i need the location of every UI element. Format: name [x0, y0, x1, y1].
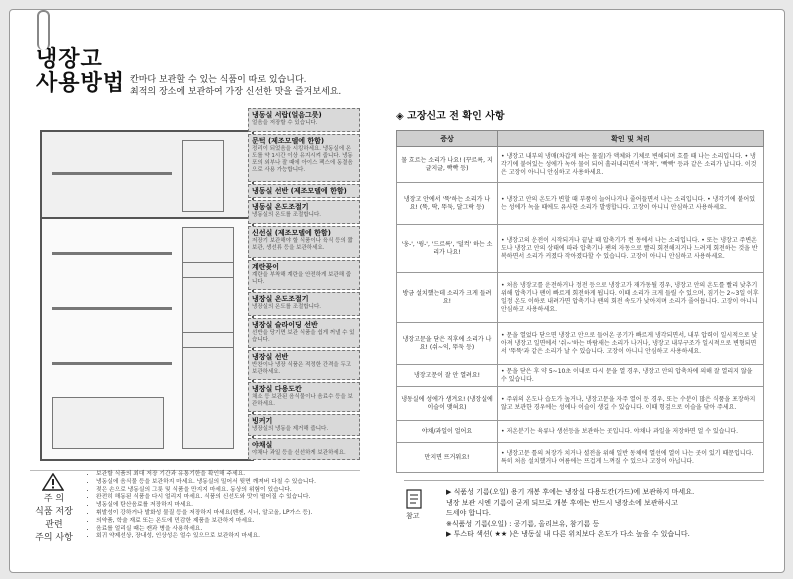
section-title: ◈ 고장신고 전 확인 사항	[396, 111, 505, 122]
note-lines	[446, 487, 756, 540]
table-row	[397, 387, 764, 421]
action-cell: • 냉장고문 틀의 처장가 치거나 셜전을 위해 일반 동체에 열선에 열이 나는 곳이 있기 때문입니다. 특히 처음 설치했거나 여름에는 뜨겁게 느껴질 수 있으나 고장이 아닙니다.	[498, 443, 764, 473]
action-cell: • 처음 냉장고를 운전하거나 정전 등으로 냉장고가 재가동될 경우, 냉장고 안의 온도를 빨리 낮추기 위해 압축기나 팬이 빠르게 회전하게 됩니다. 이때 소리가 크게 들릴 수 있으며, 짐기는 2~3일 이후 일정 온도 이하로 내려가면 압축기나 팬의 회전 속도가 낮아지며 소리가 줄어듭니다. 고장이 아니니 안심하고 사용하세요.	[498, 273, 764, 323]
action-cell: • 냉장고 내부의 냉매(차갑게 하는 물질)가 액체와 기체로 변해되며 흐를 때 나는 소리입니다. • 냉각기에 붙어있는 성에가 녹아 물이 되어 흘러내리면서 '착착', '빡빡' 등과 같은 소리가 납니다. 이것은 고장이 아니니 안심하고 사용하세요.	[498, 147, 764, 183]
fridge-illustration	[40, 130, 254, 461]
list-item: • 냉동실에 음식물 등을 보관하지 마세요. 냉동실의 밀어서 뒷면 깨져버 다칠 수 있습니다.	[96, 479, 368, 487]
list-item: • 회귀 약제선상, 장내성, 인상성은 얼수 있으므로 보관하지 마세요.	[96, 533, 368, 541]
column-header-symptom: 증상	[397, 131, 498, 147]
action-cell: • 문을 닫은 후 약 5~10초 이내로 다시 문을 열 경우, 냉장고 안의 압축차에 의해 잘 열리지 않을 수 있습니다.	[498, 365, 764, 387]
fridge-shelf-2	[52, 307, 172, 310]
callout-vegetable-drawer: 야채실 야채나 과일 등을 신선하게 보관하세요.	[248, 438, 360, 460]
callout-sliding-shelf: 냉장실 슬라이딩 선반 선반을 당기면 보관 식품을 쉽게 꺼낼 수 있습니다.	[248, 318, 360, 348]
table-row	[397, 147, 764, 183]
title-line-2: 사용방법	[36, 71, 126, 96]
callout-door-sill: 문턱 (제조모델에 한함) 정리이 되었음을 시킹하세요. 냉동실에 온도를 약 1시간 이상 유지시켜 줍니다. 냉동포의 외부나 잘 때에 아이스 팩스에 동결음으로 사용 가능합니다.	[248, 134, 360, 182]
symptom-cell: '웅-', '윙-', '드르륵', '덜컥' 하는 소리가 나요!	[397, 225, 498, 273]
clip-icon	[37, 10, 50, 50]
warning-icon	[42, 473, 64, 491]
callout-freezer-temp: 냉동실 온도조절기 냉동실의 온도를 조절합니다.	[248, 200, 360, 224]
symptom-cell: 냉장고 안에서 '뚝'하는 소리가 나요! (뚝, 딱, 뚜둑, 달그락 등)	[397, 183, 498, 225]
note-line: 냉장 보관 시엔 기름이 굳게 되므로 개봉 후에는 반드시 냉장소에 보관하시고	[446, 498, 678, 507]
note-line: ※식품성 기름(오일) : 공기름, 올리브유, 참기름 등	[446, 519, 600, 528]
list-item: • 냉동실에 탄산음료를 저장하지 마세요.	[96, 502, 368, 510]
note-line: 드세야 합니다.	[446, 509, 492, 517]
list-item: • 젖은 손으로 냉동실의 그릇 및 식품을 만지지 마세요. 동상의 위험이 있습니다.	[96, 487, 368, 495]
callout-fridge-temp: 냉장실 온도조절기 냉장실의 온도를 조절합니다.	[248, 292, 360, 316]
table-row	[397, 183, 764, 225]
list-item: • 보관할 식품의 최대 저장 기간과 유통기한을 확인해 주세요.	[96, 471, 368, 479]
symptom-cell: 냉장고문이 잘 안 열려요!	[397, 365, 498, 387]
table-header-row	[397, 131, 764, 147]
fridge-shelf-1	[52, 252, 172, 255]
caution-list	[88, 471, 368, 541]
callout-ice-tray: 냉동실 서랍(얼음그릇) 얼음을 저장할 수 있습니다.	[248, 108, 360, 132]
caution-label: 주 의 식품 저장 관련 주의 사항	[35, 494, 73, 543]
callout-freezer-shelf: 냉동실 선반 (제조모델에 한함)	[248, 184, 360, 198]
action-cell: • 주위의 온도나 습도가 높거나, 냉장고문을 자주 열어 둔 경우, 또는 수분이 많은 식품을 포장하지 않고 보관한 경우에는 성에나 이슬이 생길 수 있습니다. 이때 헝겊으로 이슬을 닦아 주세요.	[498, 387, 764, 421]
note-label: 참고	[406, 512, 420, 520]
callout-fridge-shelf: 냉장실 선반 반찬이나 냉장 식품은 적정한 간격을 두고 보관하세요.	[248, 350, 360, 380]
table-row	[397, 273, 764, 323]
freezer-shelf	[52, 172, 172, 175]
door-bin	[182, 332, 234, 348]
symptom-cell: 야채/과일이 얼어요	[397, 421, 498, 443]
column-header-action: 확인 및 처리	[498, 131, 764, 147]
table-row	[397, 443, 764, 473]
note-line: ▶ 식품성 기름(오일) 용기 개봉 후에는 냉장실 다용도칸(가드)에 보관하지 마세요.	[446, 488, 695, 496]
list-item: • 음료를 얼리실 때는 캔과 병을 사용하세요.	[96, 526, 368, 534]
callout-door-bin: 냉장실 다용도칸 채소 등 보관된 음식물이나 음료수 등을 보관하세요.	[248, 382, 360, 412]
table-row	[397, 421, 764, 443]
note-icon	[406, 489, 422, 509]
vegetable-drawer	[52, 397, 164, 449]
title-line-1: 냉장고	[36, 47, 103, 72]
fridge-diagram	[40, 108, 362, 463]
symptom-cell: 냉장고문을 닫은 직후에 소리가 나요! (쉬~익, 뚜둑 등)	[397, 323, 498, 365]
list-item: • 의약품, 학술 재료 또는 온도에 민감한 제품을 보관하지 마세요.	[96, 518, 368, 526]
subtitle-line-1: 칸마다 보관할 수 있는 식품이 따로 있습니다.	[130, 75, 307, 85]
symptom-cell: 방금 설치했는데 소리가 크게 들려요!	[397, 273, 498, 323]
symptom-cell: 냉동실에 성에가 생겨요! (냉장실에 이슬이 맺혀요)	[397, 387, 498, 421]
table-row	[397, 365, 764, 387]
symptom-cell: 만지면 뜨거워요!	[397, 443, 498, 473]
freezer-door-panel	[182, 140, 224, 212]
list-item: • 완전히 해동된 식품을 다시 얼리지 마세요. 식품의 신선도와 맛이 떨어질 수 있습니다.	[96, 494, 368, 502]
subtitle	[130, 74, 341, 98]
action-cell: • 문을 열었다 닫으면 냉장고 안으로 들어온 공기가 빠르게 냉각되면서, 내부 압력이 일시적으로 낮아져 냉장고 일면에서 '쉬~'하는 바람새는 소리가 나거나, 냉장고 내부구조가 일시적으로 변형되면서 '뚜뚝'과 같은 소리가 날 수 있습니다. 고장이 아니니 안심하고 사용하세요.	[498, 323, 764, 365]
troubleshooting-table	[396, 130, 764, 473]
callout-egg-tray: 계란꽂이 계란을 부착해 계란을 안전하게 보관해 줍니다.	[248, 260, 360, 290]
action-cell: • 냉장고의 운전이 시작되거나 끝날 때 압축기가 켠 동에서 나는 소리입니다. • 또는 냉장고 주변온도나 냉장고 안의 상태에 따라 압축기나 팬의 자동으로 빨리 회전해지거나 느려게 회전하는 것을 반복하면서 소리가 커졌다 작아졌다할 수 있습니다. 고장이 아니니 안심하고 사용하세요.	[498, 225, 764, 273]
symptom-cell: 물 흐르는 소리가 나요! (꾸르륵, 지글지글, 빡빡 등)	[397, 147, 498, 183]
subtitle-line-2: 최적의 장소에 보관하여 가장 신선한 맛을 즐겨보세요.	[130, 87, 342, 97]
callout-defrost: 빙커기 냉장실의 냉동을 제거해 줍니다.	[248, 414, 360, 436]
caution-section	[30, 470, 360, 551]
note-section	[404, 480, 764, 538]
action-cell: • 저온분기는 육류나 생선등을 보관하는 곳입니다. 야채나 과일을 저장하면 얼 수 있습니다.	[498, 421, 764, 443]
note-line: ▶ 투스타 색션( ★★ )은 냉동실 내 다른 위치보다 온도가 다소 높을 수 있습니다.	[446, 530, 690, 538]
action-cell: • 냉장고 안의 온도가 변할 때 부품이 늘어나거나 줄어들면서 나는 소리입니다. • 냉각기에 붙어있는 성에가 녹을 때에도 유사한 소리가 발생합니다. 고장이 아니니 안심하고 사용하세요.	[498, 183, 764, 225]
fridge-shelf-3	[52, 362, 172, 365]
egg-tray	[182, 262, 234, 278]
page-title	[36, 48, 125, 96]
callout-fresh-room: 신선실 (제조모델에 한함) 저장기 보관해야 할 식품이나 육식 등의 짧 보관, 생선류 등을 보관하세요.	[248, 226, 360, 258]
table-row	[397, 323, 764, 365]
list-item: • 휘발성이 강하거나 발화성 물질 등을 저장하지 마세요(벤젠, 시너, 알코올, LP가스 등).	[96, 510, 368, 518]
troubleshooting-section	[396, 107, 765, 473]
table-row	[397, 225, 764, 273]
